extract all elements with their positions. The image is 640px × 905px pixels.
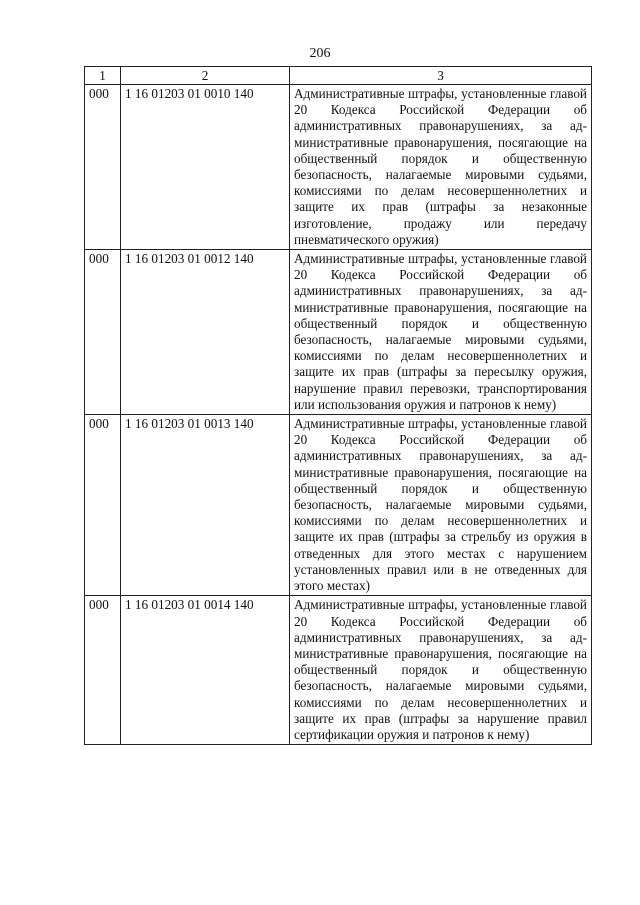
header-col-1: 1 <box>85 67 121 85</box>
description-cell: Административные штрафы, установленные главой 20 Кодекса Российской Федерации об административных правонарушениях, за административные правонарушения, посягающие на общественный порядок и общественную безопасность, налагаемые мировыми судьями, комиссиями по делам несовершеннолетних и защите их прав (штрафы за стрельбу из оружия в отведенных для этого местах с нарушением установленных правил или в не отведенных для этого местах) <box>290 415 592 596</box>
budget-code-cell: 1 16 01203 01 0010 140 <box>121 85 290 250</box>
table-row <box>85 250 592 415</box>
budget-code-cell: 1 16 01203 01 0014 140 <box>121 596 290 745</box>
admin-code-cell: 000 <box>85 415 121 596</box>
budget-codes-table <box>84 66 592 745</box>
admin-code-cell: 000 <box>85 85 121 250</box>
admin-code-cell: 000 <box>85 596 121 745</box>
table-row <box>85 596 592 745</box>
description-cell: Административные штрафы, установленные главой 20 Кодекса Российской Федерации об административных правонарушениях, за административные правонарушения, посягающие на общественный порядок и общественную безопасность, налагаемые мировыми судьями, комиссиями по делам несовершеннолетних и защите их прав (штрафы за пересылку оружия, нарушение правил перевозки, транспортирования или использования оружия и патронов к нему) <box>290 250 592 415</box>
table-row <box>85 415 592 596</box>
table-row <box>85 85 592 250</box>
header-col-2: 2 <box>121 67 290 85</box>
header-col-3: 3 <box>290 67 592 85</box>
table-header-row <box>85 67 592 85</box>
description-cell: Административные штрафы, установленные главой 20 Кодекса Российской Федерации об административных правонарушениях, за административные правонарушения, посягающие на общественный порядок и общественную безопасность, налагаемые мировыми судьями, комиссиями по делам несовершеннолетних и защите их прав (штрафы за нарушение правил сертификации оружия и патронов к нему) <box>290 596 592 745</box>
description-cell: Административные штрафы, установленные главой 20 Кодекса Российской Федерации об административных правонарушениях, за административные правонарушения, посягающие на общественный порядок и общественную безопасность, налагаемые мировыми судьями, комиссиями по делам несовершеннолетних и защите их прав (штрафы за незаконные изготовление, продажу или передачу пневматического оружия) <box>290 85 592 250</box>
page-number: 206 <box>309 46 331 61</box>
budget-code-cell: 1 16 01203 01 0013 140 <box>121 415 290 596</box>
admin-code-cell: 000 <box>85 250 121 415</box>
budget-code-cell: 1 16 01203 01 0012 140 <box>121 250 290 415</box>
